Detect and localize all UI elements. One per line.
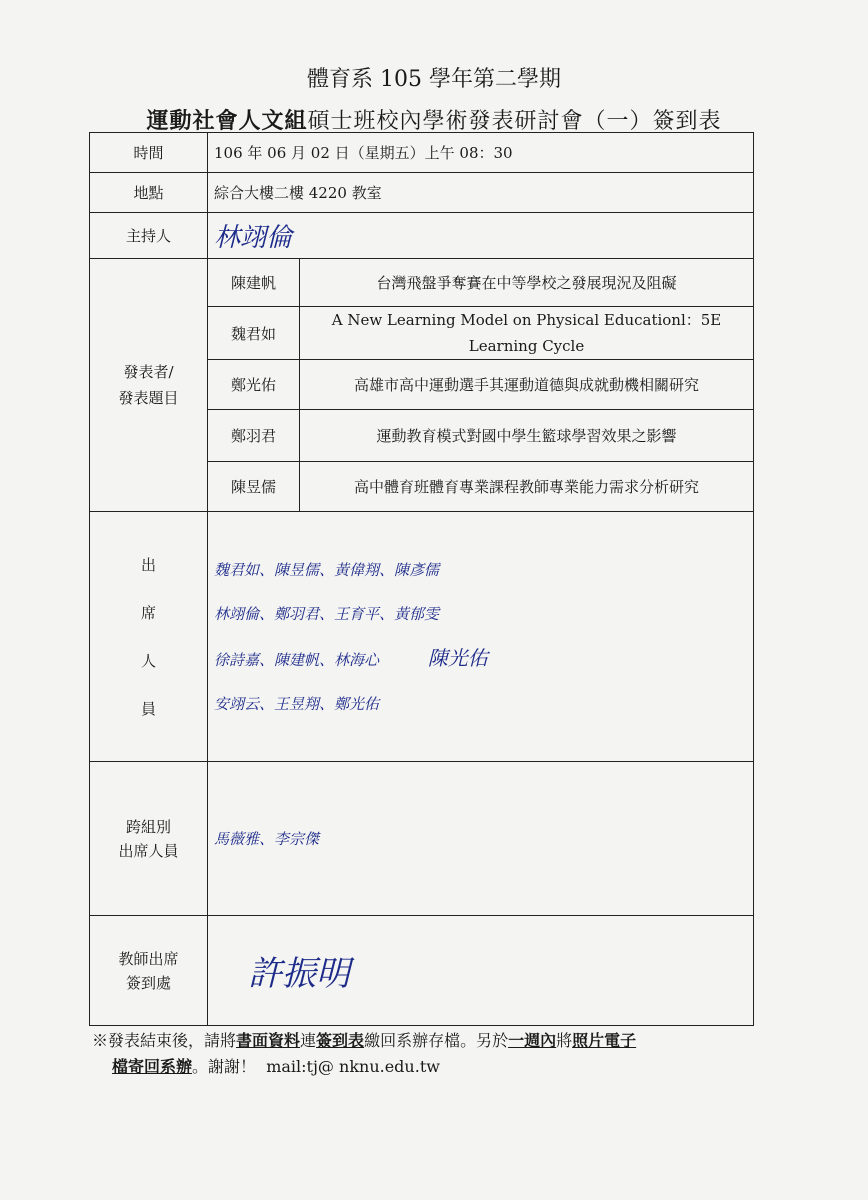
attendee-signature-line: 安翊云、王昱翔、鄭光佑: [214, 694, 380, 713]
cross-group-label: 跨組別 出席人員: [90, 762, 208, 916]
attendee-signature-line: 林翊倫、鄭羽君、王育平、黃郁雯: [214, 604, 440, 623]
teacher-signature: 許振明: [208, 916, 754, 1026]
presenter-name: 魏君如: [208, 307, 300, 360]
presentation-title: 運動教育模式對國中學生籃球學習效果之影響: [300, 410, 754, 462]
footer-note-line2: 檔寄回系辦。謝謝！ mail:tj@ nknu.edu.tw: [112, 1057, 440, 1076]
place-label: 地點: [90, 173, 208, 213]
footer-note: [92, 1028, 782, 1080]
footer-note-line1: ※發表結束後，請將書面資料連簽到表繳回系辦存檔。另於一週內將照片電子: [92, 1031, 637, 1050]
cross-group-signatures: 馬薇雅、李宗傑: [208, 762, 754, 916]
form-title-group: 運動社會人文組: [146, 108, 308, 134]
place-value: 綜合大樓二樓 4220 教室: [208, 173, 754, 213]
place-row: [90, 173, 754, 213]
presentation-title: 高雄市高中運動選手其運動道德與成就動機相關研究: [300, 360, 754, 410]
time-label: 時間: [90, 133, 208, 173]
presenter-name: 鄭羽君: [208, 410, 300, 462]
cross-group-row: [90, 762, 754, 916]
host-label: 主持人: [90, 213, 208, 259]
attendee-signatures: [208, 512, 754, 762]
contact-email: mail:tj@ nknu.edu.tw: [266, 1057, 440, 1076]
presenters-label: [90, 259, 208, 512]
form-title-line2: [0, 104, 868, 135]
attendees-row: [90, 512, 754, 762]
host-row: [90, 213, 754, 259]
presentation-title: A New Learning Model on Physical Educationl：5E Learning Cycle: [300, 307, 754, 360]
attendee-signature-line: 徐詩嘉、陳建帆、林海心 陳光佑: [214, 645, 488, 670]
presenter-name: 陳建帆: [208, 259, 300, 307]
attendee-signature-extra: 陳光佑: [427, 645, 488, 670]
presentation-title: 台灣飛盤爭奪賽在中等學校之發展現況及阻礙: [300, 259, 754, 307]
teacher-label: 教師出席 簽到處: [90, 916, 208, 1026]
time-row: [90, 133, 754, 173]
signin-table: [89, 132, 754, 1026]
presenter-name: 鄭光佑: [208, 360, 300, 410]
attendee-signature-line: 魏君如、陳昱儒、黃偉翔、陳彥儒: [214, 560, 440, 579]
form-title-line1: 體育系 105 學年第二學期: [307, 67, 561, 92]
presenters-label-line2: 發表題目: [118, 389, 179, 407]
host-signature: 林翊倫: [208, 213, 754, 259]
form-title-event: 碩士班校內學術發表研討會（一）簽到表: [307, 109, 722, 134]
attendees-label: 出 席 人 員: [90, 512, 208, 762]
presenter-name: 陳昱儒: [208, 462, 300, 512]
teacher-row: [90, 916, 754, 1026]
presenter-row: [90, 259, 754, 307]
presenters-label-line1: 發表者/: [123, 363, 174, 381]
time-value: 106 年 06 月 02 日（星期五）上午 08：30: [208, 133, 754, 173]
presentation-title: 高中體育班體育專業課程教師專業能力需求分析研究: [300, 462, 754, 512]
